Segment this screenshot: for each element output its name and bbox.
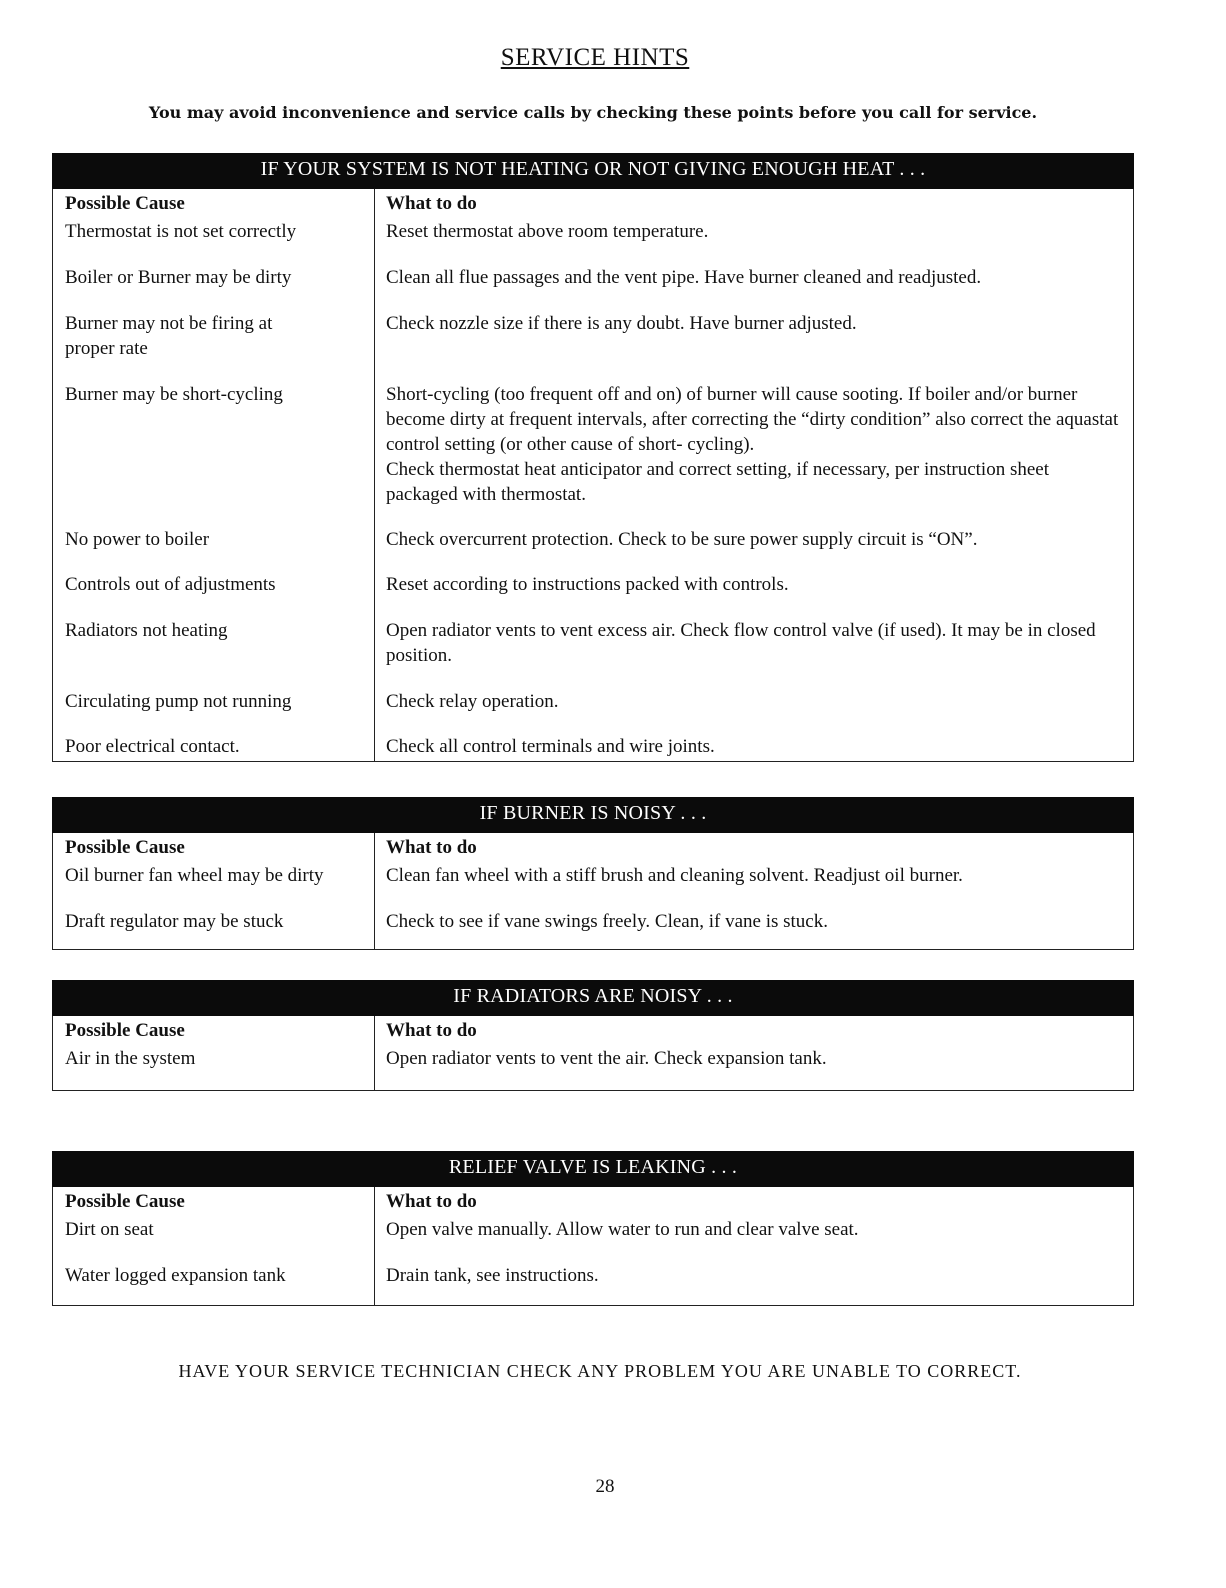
action-cell: Reset according to instructions packed with controls. — [386, 574, 789, 595]
cause-cell: Thermostat is not set correctly — [65, 221, 297, 242]
cause-cell: Air in the system — [65, 1048, 196, 1069]
cause-cell: Water logged expansion tank — [65, 1265, 286, 1286]
action-cell: Drain tank, see instructions. — [386, 1265, 599, 1286]
action-cell: Open radiator vents to vent excess air. Check flow control valve (if used). It may be in closed position. — [386, 620, 1096, 666]
cause-cell: No power to boiler — [65, 529, 210, 550]
action-header: What to do — [386, 837, 477, 858]
footer-note: HAVE YOUR SERVICE TECHNICIAN CHECK ANY PROBLEM YOU ARE UNABLE TO CORRECT. — [178, 1361, 1022, 1381]
section-heading: IF BURNER IS NOISY . . . — [52, 797, 1134, 833]
cause-cell: Burner may not be firing at proper rate — [65, 313, 273, 359]
section-relief-valve — [52, 1151, 1134, 1306]
cause-column — [53, 189, 375, 761]
action-cell: Short-cycling (too frequent off and on) of burner will cause sooting. If boiler and/or burner become dirty at frequent intervals, after correcting the “dirty condition” also correct the aquastat control setting (or other cause of short- cycling). Check thermostat heat anticipator and correct setting, if necessary, per instruction sheet packaged with thermostat. — [386, 384, 1119, 505]
page-title: SERVICE HINTS — [500, 44, 690, 71]
section-heading: IF YOUR SYSTEM IS NOT HEATING OR NOT GIVING ENOUGH HEAT . . . — [52, 153, 1134, 189]
cause-header: Possible Cause — [65, 1020, 185, 1041]
cause-cell: Oil burner fan wheel may be dirty — [65, 865, 324, 886]
action-cell: Open radiator vents to vent the air. Check expansion tank. — [386, 1048, 827, 1069]
action-cell: Open valve manually. Allow water to run and clear valve seat. — [386, 1219, 859, 1240]
cause-cell: Poor electrical contact. — [65, 736, 240, 757]
section-heading: RELIEF VALVE IS LEAKING . . . — [52, 1151, 1134, 1187]
action-header: What to do — [386, 193, 477, 214]
cause-column — [53, 1187, 375, 1305]
cause-cell: Boiler or Burner may be dirty — [65, 267, 292, 288]
section-not-heating — [52, 153, 1134, 762]
action-column — [375, 189, 1133, 761]
action-column — [375, 833, 1133, 949]
cause-cell: Controls out of adjustments — [65, 574, 276, 595]
cause-header: Possible Cause — [65, 1191, 185, 1212]
action-header: What to do — [386, 1020, 477, 1041]
action-header: What to do — [386, 1191, 477, 1212]
cause-cell: Circulating pump not running — [65, 691, 292, 712]
action-cell: Check to see if vane swings freely. Clean, if vane is stuck. — [386, 911, 828, 932]
action-cell: Check all control terminals and wire joints. — [386, 736, 715, 757]
action-cell: Check overcurrent protection. Check to be sure power supply circuit is “ON”. — [386, 529, 978, 550]
section-heading: IF RADIATORS ARE NOISY . . . — [52, 980, 1134, 1016]
cause-header: Possible Cause — [65, 193, 185, 214]
section-burner-noisy — [52, 797, 1134, 950]
action-cell: Check nozzle size if there is any doubt. Have burner adjusted. — [386, 313, 857, 334]
action-cell: Clean fan wheel with a stiff brush and cleaning solvent. Readjust oil burner. — [386, 865, 963, 886]
cause-cell: Draft regulator may be stuck — [65, 911, 284, 932]
cause-cell: Radiators not heating — [65, 620, 228, 641]
troubleshooting-table — [52, 1187, 1134, 1306]
cause-cell: Dirt on seat — [65, 1219, 154, 1240]
troubleshooting-table — [52, 1016, 1134, 1091]
troubleshooting-table — [52, 189, 1134, 762]
section-radiators-noisy — [52, 980, 1134, 1091]
action-cell: Clean all flue passages and the vent pipe. Have burner cleaned and readjusted. — [386, 267, 982, 288]
cause-column — [53, 1016, 375, 1090]
cause-column — [53, 833, 375, 949]
action-cell: Check relay operation. — [386, 691, 559, 712]
cause-header: Possible Cause — [65, 837, 185, 858]
page-number: 28 — [595, 1476, 615, 1497]
action-column — [375, 1187, 1133, 1305]
action-cell: Reset thermostat above room temperature. — [386, 221, 709, 242]
action-column — [375, 1016, 1133, 1090]
cause-cell: Burner may be short-cycling — [65, 384, 283, 405]
troubleshooting-table — [52, 833, 1134, 950]
intro-text: You may avoid inconvenience and service calls by checking these points before you call for service. — [148, 103, 1038, 122]
